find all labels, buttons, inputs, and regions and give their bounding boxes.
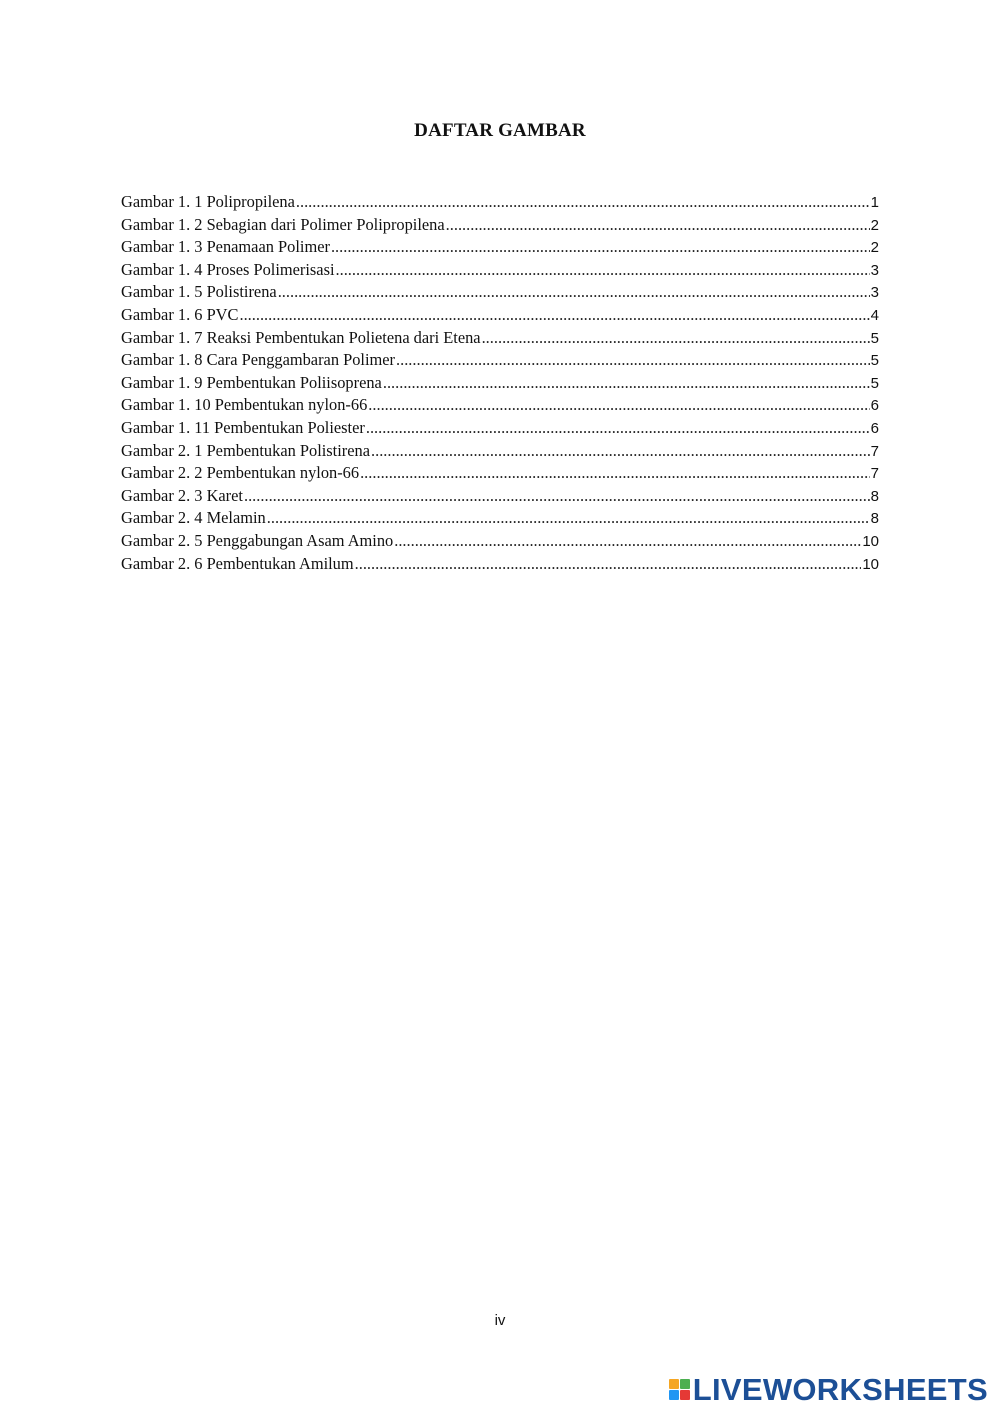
page-number: iv	[494, 1312, 506, 1329]
page-title: DAFTAR GAMBAR	[414, 120, 586, 141]
toc-leader-dots	[336, 260, 870, 280]
toc-entry-label: Gambar 2. 5 Penggabungan Asam Amino	[121, 530, 394, 550]
toc-leader-dots	[331, 237, 870, 257]
toc-entry[interactable]	[121, 554, 879, 577]
toc-leader-dots	[244, 486, 870, 506]
toc-entry-page: 8	[870, 487, 879, 505]
toc-leader-dots	[355, 554, 862, 574]
toc-leader-dots	[371, 441, 870, 461]
toc-leader-dots	[296, 192, 870, 212]
toc-entry-page: 5	[870, 352, 879, 370]
toc-entry-label: Gambar 2. 6 Pembentukan Amilum	[121, 553, 354, 573]
toc-entry[interactable]	[121, 215, 879, 238]
toc-entry[interactable]	[121, 531, 879, 554]
toc-entry-page: 5	[870, 374, 879, 392]
toc-leader-dots	[396, 350, 870, 370]
toc-entry-label: Gambar 1. 4 Proses Polimerisasi	[121, 259, 335, 279]
toc-leader-dots	[267, 508, 870, 528]
toc-entry[interactable]	[121, 350, 879, 373]
toc-entry-label: Gambar 1. 1 Polipropilena	[121, 192, 295, 211]
toc-entry[interactable]	[121, 328, 879, 351]
toc-leader-dots	[394, 531, 861, 551]
toc-entry[interactable]	[121, 441, 879, 464]
toc-entry[interactable]	[121, 282, 879, 305]
toc-entry[interactable]	[121, 237, 879, 260]
toc-entry-label: Gambar 1. 6 PVC	[121, 304, 239, 324]
toc-entry[interactable]	[121, 305, 879, 328]
toc-entry[interactable]	[121, 508, 879, 531]
toc-entry-page: 2	[870, 239, 879, 257]
toc-leader-dots	[383, 373, 870, 393]
logo-square	[680, 1379, 690, 1389]
toc-entry-page: 6	[870, 397, 879, 415]
toc-entry-page: 7	[870, 465, 879, 483]
toc-entry-page: 4	[870, 306, 879, 324]
liveworksheets-logo-icon	[669, 1379, 690, 1400]
table-of-figures	[121, 192, 879, 576]
toc-leader-dots	[239, 305, 869, 325]
toc-entry-label: Gambar 1. 8 Cara Penggambaran Polimer	[121, 350, 396, 370]
toc-entry-label: Gambar 1. 11 Pembentukan Poliester	[121, 417, 365, 437]
toc-entry-label: Gambar 1. 2 Sebagian dari Polimer Polipropilena	[121, 214, 445, 234]
toc-entry-page: 3	[870, 284, 879, 302]
toc-entry-page: 10	[862, 532, 879, 550]
toc-entry[interactable]	[121, 192, 879, 215]
toc-entry-label: Gambar 2. 3 Karet	[121, 485, 243, 505]
toc-entry-page: 10	[862, 555, 879, 573]
toc-entry-label: Gambar 2. 4 Melamin	[121, 508, 266, 528]
toc-entry-label: Gambar 2. 1 Pembentukan Polistirena	[121, 440, 370, 460]
toc-leader-dots	[366, 418, 870, 438]
toc-entry[interactable]	[121, 260, 879, 283]
logo-square	[680, 1390, 690, 1400]
toc-entry[interactable]	[121, 395, 879, 418]
toc-entry-page: 2	[870, 216, 879, 234]
toc-leader-dots	[482, 328, 870, 348]
toc-entry-label: Gambar 1. 9 Pembentukan Poliisoprena	[121, 372, 382, 392]
toc-entry-label: Gambar 1. 7 Reaksi Pembentukan Polietena dari Etena	[121, 327, 481, 347]
toc-entry-label: Gambar 1. 3 Penamaan Polimer	[121, 237, 330, 257]
toc-entry[interactable]	[121, 463, 879, 486]
liveworksheets-brand[interactable]	[669, 1374, 988, 1405]
logo-square	[669, 1390, 679, 1400]
logo-square	[669, 1379, 679, 1389]
toc-leader-dots	[360, 463, 870, 483]
toc-entry-label: Gambar 2. 2 Pembentukan nylon-66	[121, 463, 360, 483]
toc-entry[interactable]	[121, 418, 879, 441]
toc-entry[interactable]	[121, 486, 879, 509]
toc-leader-dots	[278, 282, 870, 302]
toc-entry-page: 1	[870, 194, 879, 211]
toc-entry-label: Gambar 1. 10 Pembentukan nylon-66	[121, 395, 368, 415]
toc-entry-page: 6	[870, 419, 879, 437]
toc-entry-page: 7	[870, 442, 879, 460]
toc-leader-dots	[368, 395, 869, 415]
toc-entry-page: 3	[870, 261, 879, 279]
brand-name: LIVEWORKSHEETS	[692, 1372, 988, 1407]
toc-leader-dots	[446, 215, 870, 235]
toc-entry[interactable]	[121, 373, 879, 396]
toc-entry-page: 5	[870, 329, 879, 347]
toc-entry-page: 8	[870, 510, 879, 528]
toc-entry-label: Gambar 1. 5 Polistirena	[121, 282, 277, 302]
